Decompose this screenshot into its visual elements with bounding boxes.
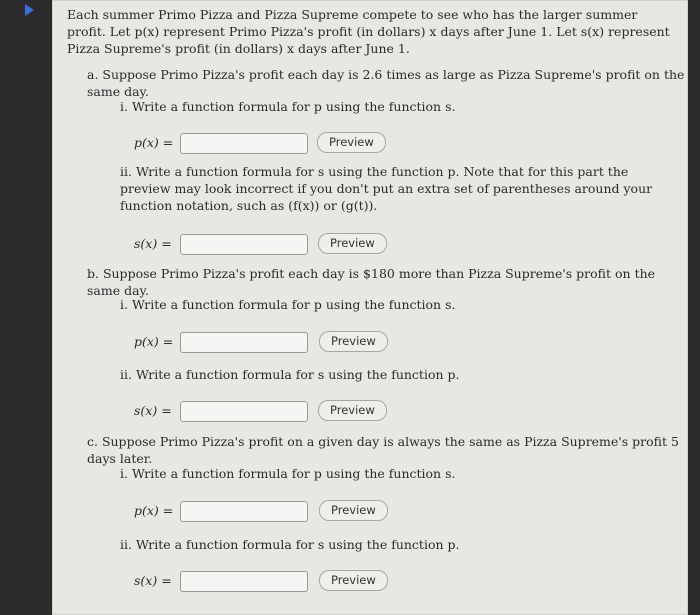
answer-input-b-i[interactable] [180, 332, 308, 353]
part-c-i-prompt: i. Write a function formula for p using the function s. [120, 466, 456, 481]
answer-input-b-ii[interactable] [180, 401, 308, 422]
problem-page [52, 0, 688, 615]
part-a-i-prompt: i. Write a function formula for p using the function s. [120, 99, 456, 114]
preview-button-a-ii[interactable]: Preview [318, 233, 387, 254]
collapse-toggle-icon[interactable] [25, 4, 34, 16]
problem-intro: Each summer Primo Pizza and Pizza Supreme compete to see who has the larger summer profit. Let p(x) represent Primo Pizza's profit (in dollars) x days after June 1. Let s(x) represent Pizza Supreme's profit (in dollars) x days after June 1. [67, 7, 670, 56]
preview-button-b-i[interactable]: Preview [319, 331, 388, 352]
p-label: p(x) = [134, 334, 174, 349]
answer-input-a-i[interactable] [180, 133, 308, 154]
answer-input-c-ii[interactable] [180, 571, 308, 592]
part-b-i-prompt: i. Write a function formula for p using the function s. [120, 297, 456, 312]
answer-input-c-i[interactable] [180, 501, 308, 522]
part-b-ii-prompt: ii. Write a function formula for s using the function p. [120, 367, 460, 382]
part-a-label: a. Suppose Primo Pizza's profit each day is 2.6 times as large as Pizza Supreme's profit on the same day. [87, 67, 685, 99]
p-label: p(x) = [134, 135, 174, 150]
part-c-label: c. Suppose Primo Pizza's profit on a given day is always the same as Pizza Supreme's profit 5 days later. [87, 434, 679, 466]
s-label: s(x) = [134, 236, 172, 251]
preview-button-c-ii[interactable]: Preview [319, 570, 388, 591]
part-b-label: b. Suppose Primo Pizza's profit each day is $180 more than Pizza Supreme's profit on the same day. [87, 266, 656, 298]
answer-input-a-ii[interactable] [180, 234, 308, 255]
part-a-ii-prompt: ii. Write a function formula for s using the function p. Note that for this part the preview may look incorrect if you don't put an extra set of parentheses around your function notation, such as (f(x)) or (g(t)). [120, 164, 653, 213]
preview-button-a-i[interactable]: Preview [317, 132, 386, 153]
part-c-ii-prompt: ii. Write a function formula for s using the function p. [120, 537, 460, 552]
p-label: p(x) = [134, 503, 174, 518]
s-label: s(x) = [134, 403, 172, 418]
s-label: s(x) = [134, 573, 172, 588]
preview-button-c-i[interactable]: Preview [319, 500, 388, 521]
preview-button-b-ii[interactable]: Preview [318, 400, 387, 421]
